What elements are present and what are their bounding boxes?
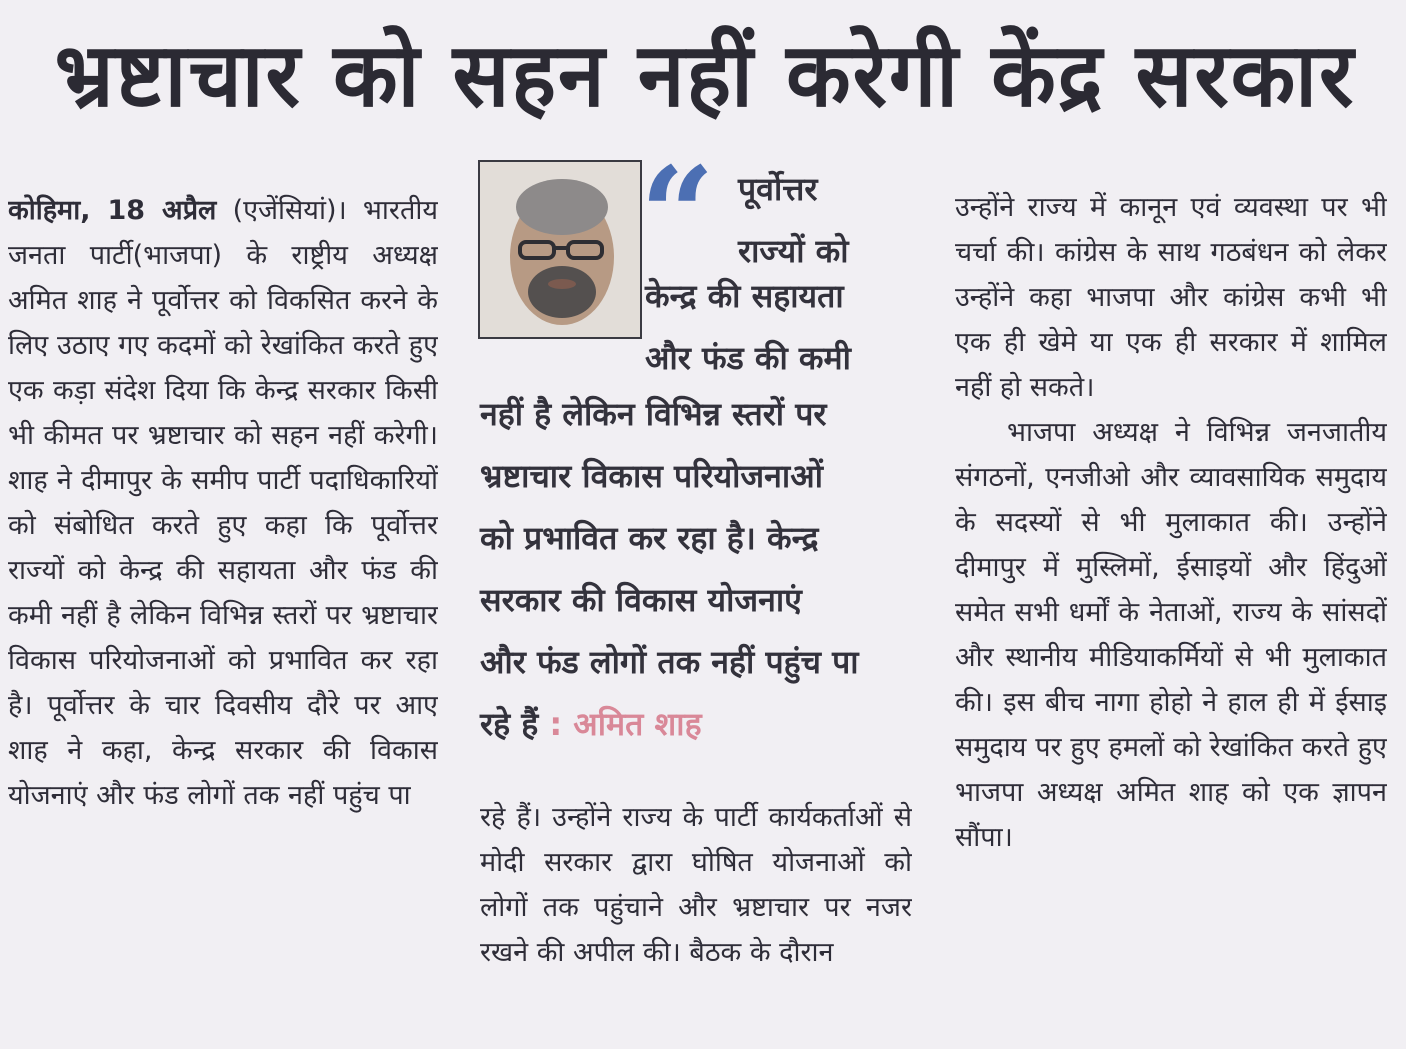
pull-quote-line: को प्रभावित कर रहा है। केन्द्र (480, 519, 819, 557)
pull-quote-line: राज्यों को (738, 232, 849, 270)
pull-quote-line: पूर्वोत्तर (738, 170, 818, 208)
article-column-left (8, 188, 438, 1038)
article-body-right-p2: भाजपा अध्यक्ष ने विभिन्न जनजातीय संगठनों, एनजीओ और व्यावसायिक समुदाय के सदस्यों से भी मुलाकात की। उन्होंने दीमापुर में मुस्लिमों, ईसाइयों और हिंदुओं समेत सभी धर्मों के नेताओं, राज्य के सांसदों और स्थानीय मीडियाकर्मियों से भी मुलाकात की। इस बीच नागा होहो ने हाल ही में ईसाइ समुदाय पर हुए हमलों को रेखांकित करते हुए भाजपा अध्यक्ष अमित शाह को एक ज्ञापन सौंपा। (955, 417, 1387, 853)
article-body-middle: रहे हैं। उन्होंने राज्य के पार्टी कार्यकर्ताओं से मोदी सरकार द्वारा घोषित योजनाओं को लोगों तक पहुंचाने और भ्रष्टाचार पर नजर रखने की अपील की। बैठक के दौरान (480, 802, 912, 968)
article-column-right (955, 185, 1387, 1040)
quote-mark-icon: “ (640, 138, 715, 291)
portrait-image (480, 162, 640, 337)
pull-quote-line: भ्रष्टाचार विकास परियोजनाओं (480, 457, 823, 495)
article-body-right-p1: उन्होंने राज्य में कानून एवं व्यवस्था पर भी चर्चा की। कांग्रेस के साथ गठबंधन को लेकर उन्होंने कहा भाजपा और कांग्रेस कभी भी एक ही खेमे या एक ही सरकार में शामिल नहीं हो सकते। (955, 192, 1387, 403)
article-text-left (8, 188, 438, 818)
pull-quote-top (738, 158, 878, 282)
author-photo (478, 160, 642, 339)
headline: भ्रष्टाचार को सहन नहीं करेगी केंद्र सरकार (54, 23, 1356, 127)
pull-quote-body (480, 383, 900, 755)
pull-quote-last-line (480, 693, 900, 755)
pull-quote-line: और फंड की कमी (645, 339, 851, 377)
pull-quote-line: नहीं है लेकिन विभिन्न स्तरों पर (480, 395, 827, 433)
quote-attribution: : अमित शाह (538, 705, 702, 743)
pull-quote-mid (645, 265, 885, 389)
pull-quote-line: सरकार की विकास योजनाएं (480, 581, 802, 619)
article-body-left: (एजेंसियां)। भारतीय जनता पार्टी(भाजपा) के राष्ट्रीय अध्यक्ष अमित शाह ने पूर्वोत्तर को विकसित करने के लिए उठाए गए कदमों को रेखांकित करते हुए एक कड़ा संदेश दिया कि केन्द्र सरकार किसी भी कीमत पर भ्रष्टाचार को सहन नहीं करेगी। शाह ने दीमापुर के समीप पार्टी पदाधिकारियों को संबोधित करते हुए कहा कि पूर्वोत्तर राज्यों को केन्द्र की सहायता और फंड की कमी नहीं है लेकिन विभिन्न स्तरों पर भ्रष्टाचार विकास परियोजनाओं को प्रभावित कर रहा है। पूर्वोत्तर के चार दिवसीय दौरे पर आए शाह ने कहा, केन्द्र सरकार की विकास योजनाएं और फंड लोगों तक नहीं पहुंच पा (8, 195, 438, 811)
article-column-middle (480, 795, 912, 1040)
pull-quote-line: केन्द्र की सहायता (645, 277, 844, 315)
pull-quote-line: रहे हैं (480, 705, 539, 743)
dateline: कोहिमा, 18 अप्रैल (8, 195, 217, 226)
pull-quote-line: और फंड लोगों तक नहीं पहुंच पा (480, 643, 859, 681)
